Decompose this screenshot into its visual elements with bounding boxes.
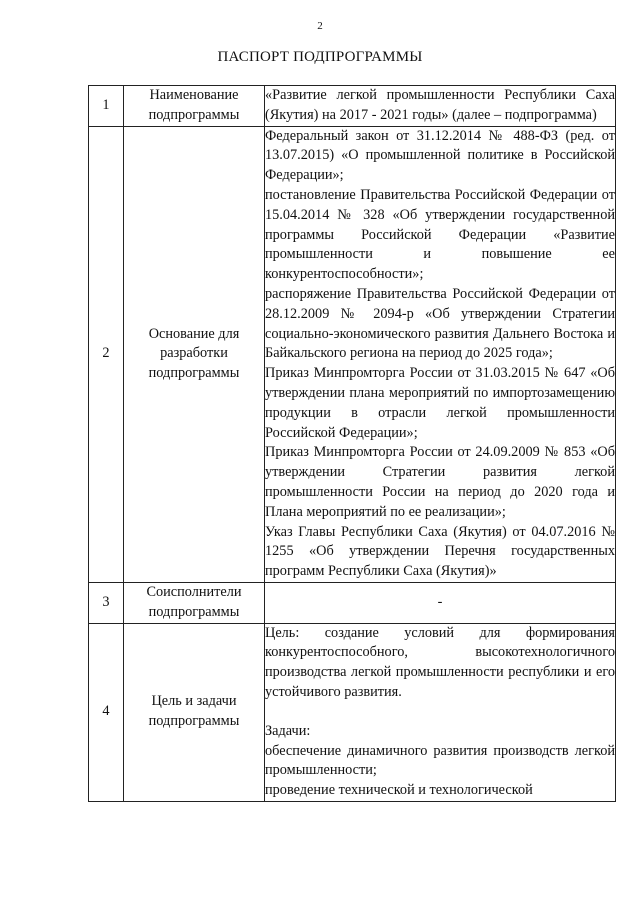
- task-item: проведение технической и технологической: [265, 782, 533, 799]
- row-number: 3: [89, 582, 124, 623]
- table-row: [89, 86, 616, 127]
- passport-table: [88, 85, 616, 802]
- row-number: 1: [89, 86, 124, 127]
- content-paragraph: постановление Правительства Российской Федерации от 15.04.2014 № 328 «Об утверждении государственной программы Российской Федерации «Развитие промышленности и повышение ее конкурентоспособности»;: [265, 186, 615, 283]
- table-row: [89, 126, 616, 582]
- content-paragraph: Федеральный закон от 31.12.2014 № 488-ФЗ (ред. от 13.07.2015) «О промышленной политике в Российской Федерации»;: [265, 127, 615, 184]
- row-content: [265, 582, 616, 623]
- page-number: 2: [317, 20, 323, 32]
- paragraph-spacer: [265, 703, 615, 722]
- row-content: [265, 86, 616, 127]
- content-paragraph: «Развитие легкой промышленности Республики Саха (Якутия) на 2017 - 2021 годы» (далее – подпрограмма): [265, 87, 615, 123]
- content-paragraph: распоряжение Правительства Российской Федерации от 28.12.2009 № 2094-р «Об утверждении Стратегии социально-экономического развития Дальнего Востока и Байкальского региона на период до 2025 года»;: [265, 285, 615, 362]
- table-row: [89, 623, 616, 801]
- row-number: 4: [89, 623, 124, 801]
- row-content: [265, 126, 616, 582]
- content-paragraph: Приказ Минпромторга России от 24.09.2009 № 853 «Об утверждении Стратегии развития легкой промышленности России на период до 2020 года и Плана мероприятий по ее реализации»;: [265, 444, 615, 520]
- row-label: Наименование подпрограммы: [124, 86, 265, 127]
- goal-text: Цель: создание условий для формирования конкурентоспособного, высокотехнологичного производства легкой промышленности республики и его устойчивого развития.: [265, 624, 615, 700]
- content-paragraph: Указ Главы Республики Саха (Якутия) от 04.07.2016 № 1255 «Об утверждении Перечня государственных программ Республики Саха (Якутия)»: [265, 523, 615, 580]
- row-label: Цель и задачи подпрограммы: [124, 623, 265, 801]
- tasks-heading: Задачи:: [265, 722, 311, 739]
- row-label: Соисполнители подпрограммы: [124, 582, 265, 623]
- task-item: обеспечение динамичного развития производств легкой промышленности;: [265, 742, 615, 779]
- row-number: 2: [89, 126, 124, 582]
- content-value: -: [437, 593, 443, 610]
- content-paragraph: Приказ Минпромторга России от 31.03.2015 № 647 «Об утверждении плана мероприятий по импортозамещению продукции в отрасли легкой промышленности Российской Федерации»;: [265, 365, 615, 441]
- page-title: ПАСПОРТ ПОДПРОГРАММЫ: [217, 49, 423, 65]
- row-label: Основание для разработки подпрограммы: [124, 126, 265, 582]
- table-row: [89, 582, 616, 623]
- row-content: [265, 623, 616, 801]
